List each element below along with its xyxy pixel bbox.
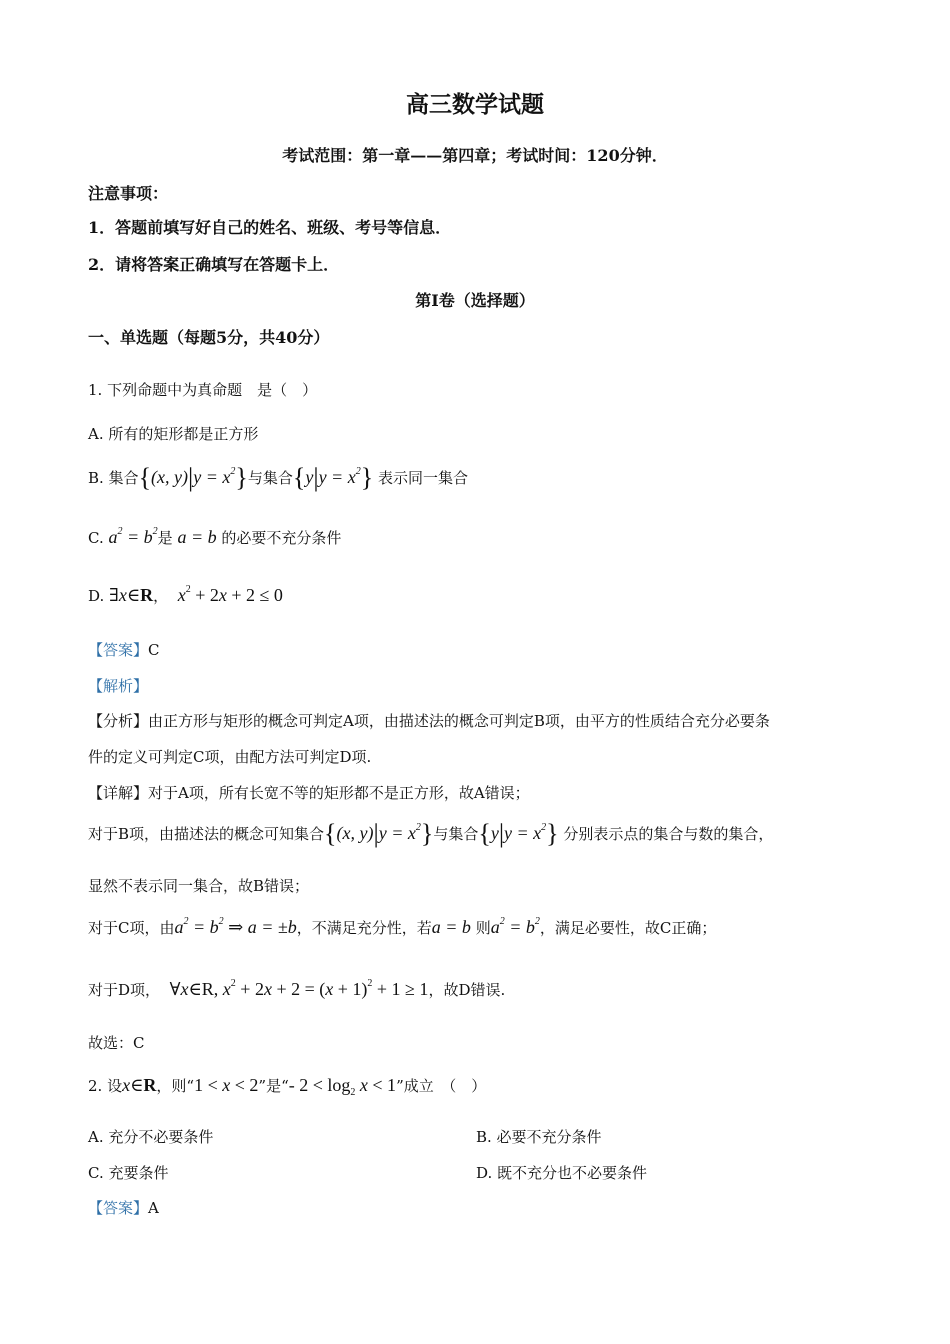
q1-fenxi-line-1: 【分析】由正方形与矩形的概念可判定A项，由描述法的概念可判定B项，由平方的性质结合充分必要条 [88, 712, 770, 730]
a2-b2-implies-math: $a^2 = b^2$ ⇒ a = ±b [174, 916, 297, 937]
q1-detail-d: 对于D项， ∀x∈R, $x^2 + 2x + 2 = (x + 1)^2 + 1 \ge 1$，故D错误. [88, 978, 506, 999]
q2-option-a: A. 充分不必要条件 [88, 1128, 214, 1146]
x-in-r-math: x∈R [122, 1075, 157, 1095]
interval-1-2-math: 1 < x < 2 [194, 1075, 259, 1095]
log-inequality-math: - $2 < \log_2 x < 1$ [288, 1075, 397, 1098]
q1-option-b: B. 集合{(x, $y)|y = x^2$}与集合$\{y|y = x^2\}$ 表示同一集合 [88, 463, 468, 492]
q1-detail-b: 对于B项，由描述法的概念可知集合{(x, $y)|y = x^2$}与集合$\{y|y = x^2\}$ 分别表示点的集合与数的集合， [88, 819, 774, 848]
volume-title: 第Ⅰ卷（选择题） [415, 291, 535, 310]
exam-title: 高三数学试题 [406, 91, 544, 118]
notice-2: 2．请将答案正确填写在答题卡上． [88, 255, 340, 274]
q1-stem: 1. 下列命题中为真命题 是（ ） [88, 381, 318, 399]
a2-equals-b2-math: $a^2 = b^2$ [108, 526, 158, 547]
q1-detail-c: 对于C项，由$a^2 = b^2$ ⇒ a = ±b，不满足充分性，若a = b 则$a^2 = b^2$，满足必要性，故C正确； [88, 916, 717, 937]
detail-set-of-points-math: {(x, $y)|y = x^2$} [324, 819, 434, 848]
notice-heading: 注意事项： [88, 184, 169, 203]
q1-option-a: A. 所有的矩形都是正方形 [88, 425, 259, 443]
detail-a2-b2-math: $a^2 = b^2$ [490, 916, 540, 937]
q2-answer: 【答案】A [88, 1199, 159, 1217]
set-of-numbers-math: $\{y|y = x^2\}$ [292, 463, 374, 492]
q1-option-d: D. ∃x∈R， $x^2 + 2x + 2 \le 0$ [88, 584, 283, 605]
q1-option-c: C. $a^2 = b^2$是 a = b 的必要不充分条件 [88, 526, 342, 547]
q1-choose: 故选：C [88, 1034, 145, 1052]
a-equals-b-math: a = b [177, 527, 217, 547]
quadratic-inequality-math: $x^2 + 2x + 2 \le 0$ [177, 584, 283, 605]
q1-detail-b-2: 显然不表示同一集合，故B错误； [88, 877, 310, 895]
notice-1: 1．答题前填写好自己的姓名、班级、考号等信息． [88, 218, 452, 237]
section-title: 一、单选题（每题5分，共40分） [88, 328, 330, 347]
exists-x-in-r-math: ∃x∈R [109, 585, 154, 605]
q1-detail-a: 【详解】对于A项，所有长宽不等的矩形都不是正方形，故A错误； [88, 784, 530, 802]
q1-analysis-tag: 【解析】 [88, 677, 149, 695]
q1-answer: 【答案】C [88, 641, 160, 659]
q2-option-b: B. 必要不充分条件 [476, 1128, 602, 1146]
completing-square-math: ∀x∈R, $x^2 + 2x + 2 = (x + 1)^2 + 1 \ge 1$ [169, 978, 429, 999]
exam-subtitle: 考试范围：第一章——第四章；考试时间：120分钟． [282, 146, 668, 165]
q2-stem: 2. 设x∈R，则“1 < x < 2”是“- $2 < \log_2 x < 1$”成立 （ ） [88, 1075, 487, 1098]
q2-option-d: D. 既不充分也不必要条件 [476, 1164, 648, 1182]
detail-set-of-numbers-math: $\{y|y = x^2\}$ [478, 819, 559, 848]
detail-a-equals-b-math: a = b [431, 917, 471, 937]
set-of-points-math: {(x, $y)|y = x^2$} [138, 463, 248, 492]
q1-fenxi-line-2: 件的定义可判定C项，由配方法可判定D项. [88, 748, 372, 766]
q2-option-c: C. 充要条件 [88, 1164, 169, 1182]
